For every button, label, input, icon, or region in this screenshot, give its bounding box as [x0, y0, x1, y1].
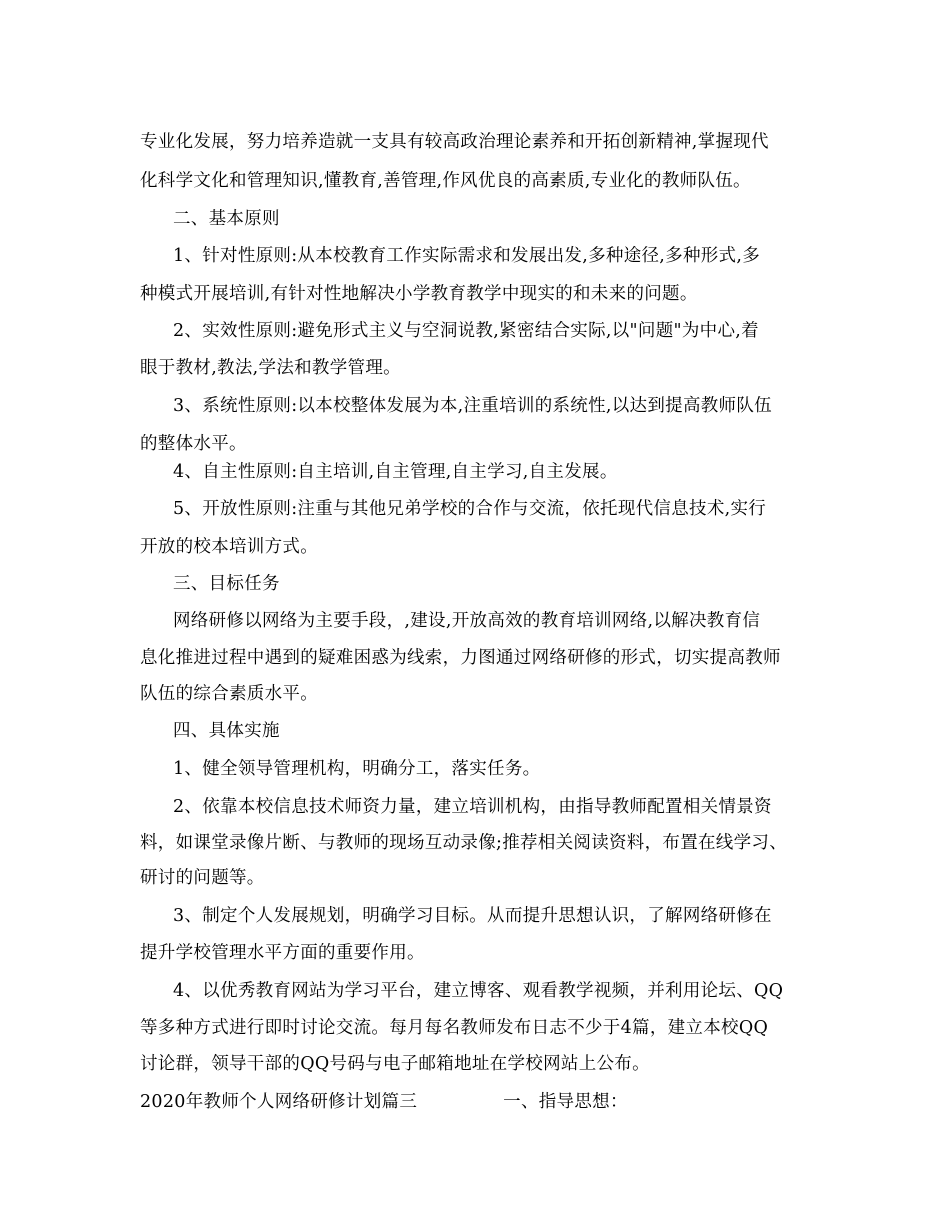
section-heading: 二、基本原则	[173, 209, 280, 229]
paragraph-line: 眼于教材,教法,学法和教学管理。	[140, 358, 401, 378]
paragraph-line: 专业化发展，努力培养造就一支具有较高政治理论素养和开拓创新精神,掌握现代	[140, 132, 769, 152]
paragraph-line: 提升学校管理水平方面的重要作用。	[140, 943, 425, 963]
paragraph-line: 1、健全领导管理机构，明确分工，落实任务。	[173, 759, 541, 779]
paragraph-line: 料，如课堂录像片断、与教师的现场互动录像;推荐相关阅读资料，布置在线学习、	[140, 833, 787, 853]
paragraph-line: 5、开放性原则:注重与其他兄弟学校的合作与交流，依托现代信息技术,实行	[173, 499, 767, 519]
paragraph-line: 息化推进过程中遇到的疑难困惑为线索，力图通过网络研修的形式，切实提高教师	[140, 648, 781, 668]
paragraph-line: 1、针对性原则:从本校教育工作实际需求和发展出发,多种途径,多种形式,多	[173, 246, 761, 266]
paragraph-line: 队伍的综合素质水平。	[140, 684, 318, 704]
paragraph-line: 4、以优秀教育网站为学习平台，建立博客、观看教学视频，并利用论坛、QQ	[173, 981, 784, 1001]
paragraph-line: 2、依靠本校信息技术师资力量，建立培训机构，由指导教师配置相关情景资	[173, 797, 772, 817]
paragraph-line: 开放的校本培训方式。	[140, 537, 318, 557]
paragraph-line: 研讨的问题等。	[140, 868, 265, 888]
paragraph-line: 讨论群，领导干部的QQ号码与电子邮箱地址在学校网站上公布。	[140, 1054, 650, 1074]
section-heading: 四、具体实施	[173, 721, 280, 741]
section-title-line	[140, 1090, 628, 1114]
article-title: 2020年教师个人网络研修计划篇三	[140, 1092, 418, 1112]
paragraph-line: 4、自主性原则:自主培训,自主管理,自主学习,自主发展。	[173, 462, 618, 482]
paragraph-line: 种模式开展培训,有针对性地解决小学教育教学中现实的和未来的问题。	[140, 284, 698, 304]
paragraph-line: 3、制定个人发展规划，明确学习目标。从而提升思想认识，了解网络研修在	[173, 906, 772, 926]
section-heading: 三、目标任务	[173, 574, 280, 594]
paragraph-line: 网络研修以网络为主要手段，,建设,开放高效的教育培训网络,以解决教育信	[173, 611, 761, 631]
paragraph-line: 2、实效性原则:避免形式主义与空洞说教,紧密结合实际,以"问题"为中心,着	[173, 321, 759, 341]
paragraph-line: 的整体水平。	[140, 434, 247, 454]
paragraph-line: 化科学文化和管理知识,懂教育,善管理,作风优良的高素质,专业化的教师队伍。	[140, 171, 751, 191]
paragraph-line: 3、系统性原则:以本校整体发展为本,注重培训的系统性,以达到提高教师队伍	[173, 396, 772, 416]
guiding-thought-heading: 一、指导思想：	[503, 1092, 628, 1112]
paragraph-line: 等多种方式进行即时讨论交流。每月每名教师发布日志不少于4篇，建立本校QQ	[140, 1018, 769, 1038]
